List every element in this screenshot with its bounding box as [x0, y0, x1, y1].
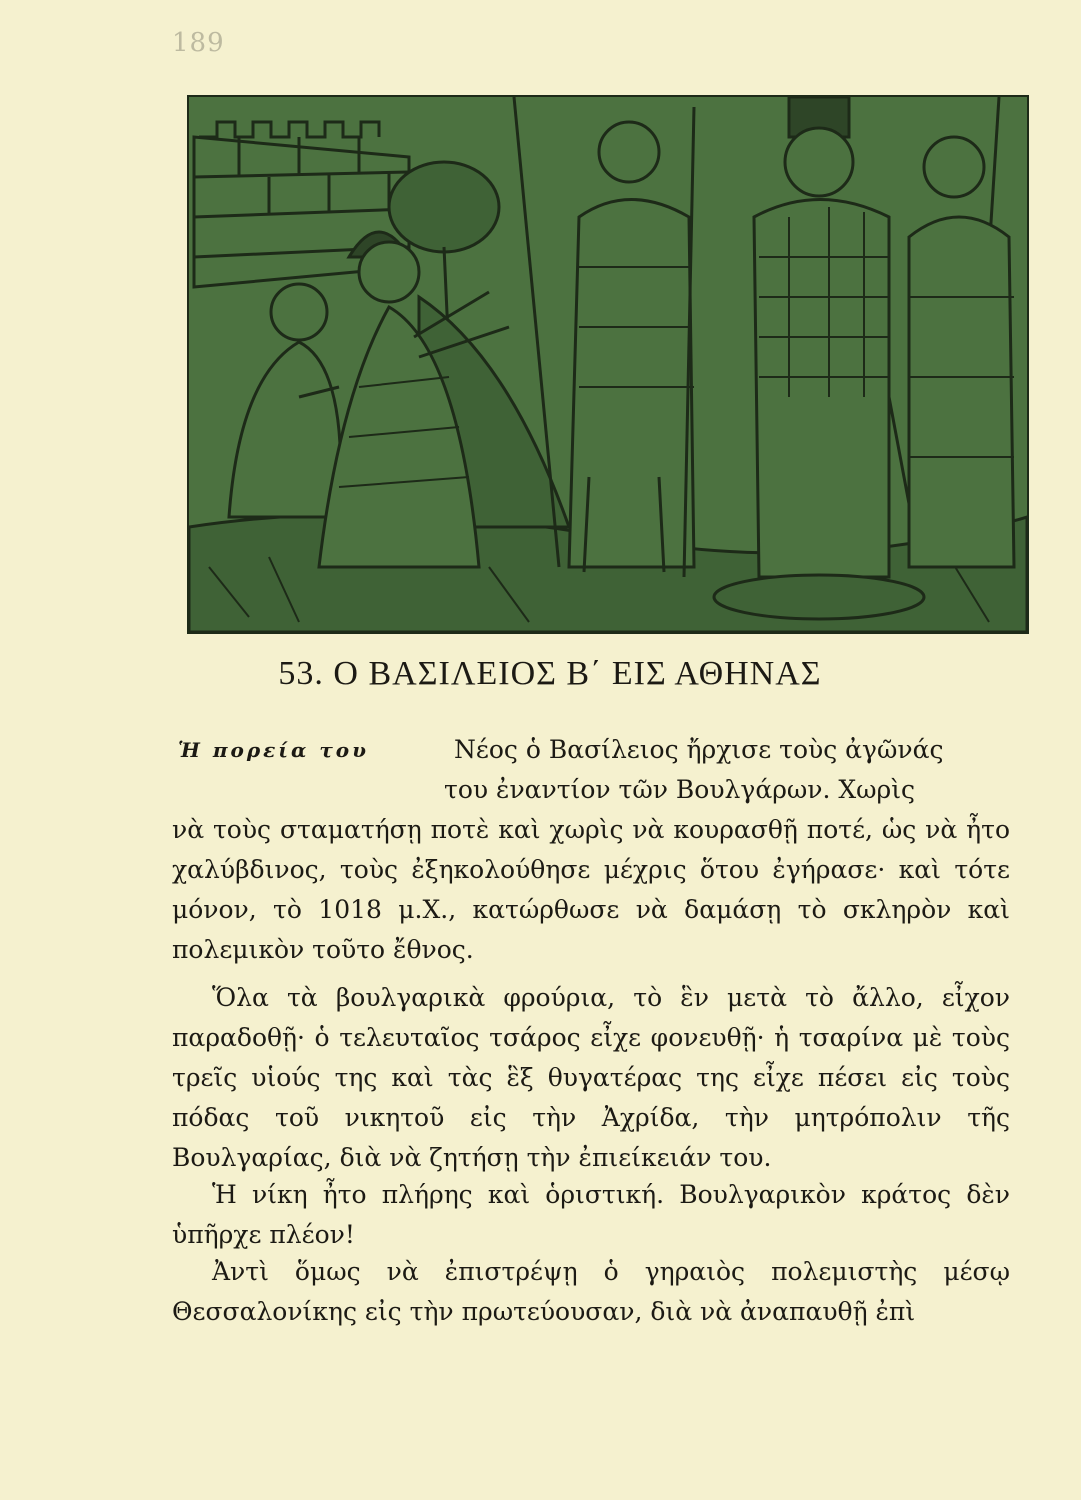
- margin-heading: Ἡ πορεία του: [178, 738, 369, 762]
- paragraph-4: Ἀντὶ ὅμως νὰ ἐπιστρέψῃ ὁ γηραιὸς πολεμιστὴς μέσῳ Θεσσαλονίκης εἰς τὴν πρωτεύουσαν, διὰ νὰ ἀναπαυθῇ ἐπὶ: [172, 1257, 1010, 1326]
- paragraph-1-line-1: Νέος ὁ Βασίλειος ἤρχισε τοὺς ἀγῶνάς: [454, 735, 944, 764]
- paragraph-1-body: νὰ τοὺς σταματήσῃ ποτὲ καὶ χωρὶς νὰ κουρασθῇ ποτέ, ὡς νὰ ἦτο χαλύβδινος, τοὺς ἐξηκολούθησε μέχρις ὅτου ἐγήρασε· καὶ τότε μόνον, τὸ 1018 μ.Χ., κατώρθωσε νὰ δαμάσῃ τὸ σκληρὸν καὶ πολεμικὸν τοῦτο ἔθνος.: [172, 815, 1010, 964]
- paragraph-1-line-2: του ἐναντίον τῶν Βουλγάρων. Χωρὶς: [444, 775, 916, 804]
- paragraph-2: Ὅλα τὰ βουλγαρικὰ φρούρια, τὸ ἓν μετὰ τὸ ἄλλο, εἶχον παραδοθῇ· ὁ τελευταῖος τσάρος εἶχε φονευθῇ· ἡ τσαρίνα μὲ τοὺς τρεῖς υἱούς της καὶ τὰς ἓξ θυγατέρας της εἶχε πέσει εἰς τοὺς πόδας τοῦ νικητοῦ εἰς τὴν Ἀχρίδα, τὴν μητρόπολιν τῆς Βουλγαρίας, διὰ νὰ ζητήσῃ τὴν ἐπιείκειάν του.: [172, 983, 1010, 1172]
- chapter-title: 53. Ο ΒΑΣΙΛΕΙΟΣ Β΄ ΕΙΣ ΑΘΗΝΑΣ: [278, 655, 822, 692]
- paragraph-3: Ἡ νίκη ἦτο πλήρης καὶ ὁριστική. Βουλγαρικὸν κράτος δὲν ὑπῆρχε πλέον!: [172, 1180, 1010, 1249]
- woodcut-illustration: [187, 95, 1029, 634]
- page-number: 189: [172, 28, 225, 58]
- paragraph-1: [172, 730, 1010, 970]
